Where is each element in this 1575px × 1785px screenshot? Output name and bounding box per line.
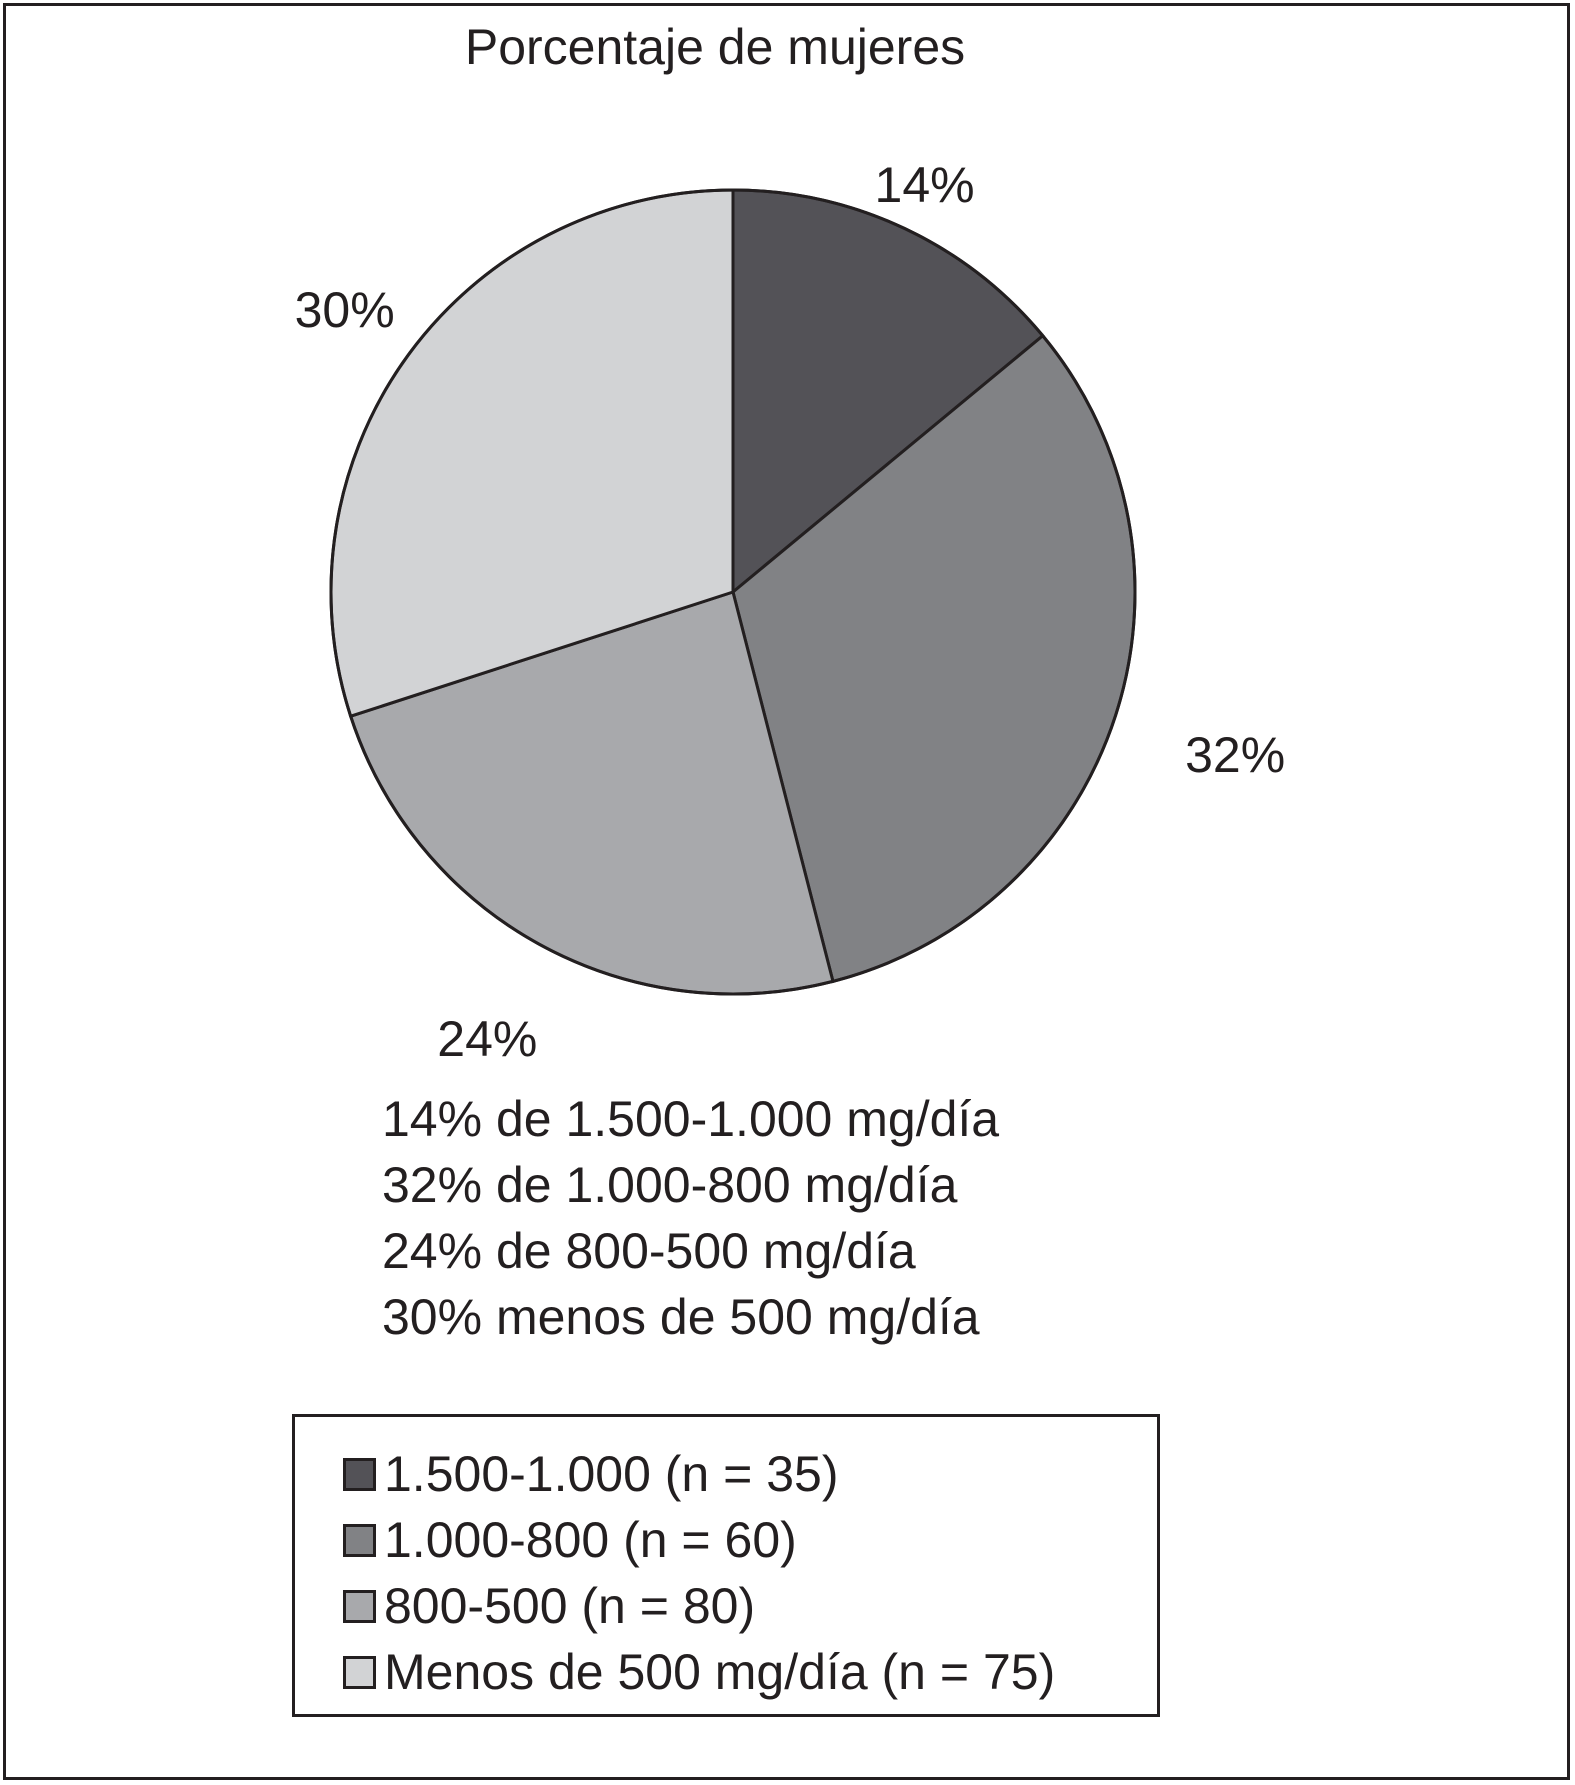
legend-label: 1.500-1.000 (n = 35) [384, 1446, 839, 1502]
note-line: 32% de 1.000-800 mg/día [382, 1157, 958, 1213]
legend-item [295, 1507, 1157, 1573]
legend-label: 800-500 (n = 80) [384, 1578, 756, 1634]
slice-value-label: 24% [437, 1010, 538, 1067]
slice-value-label: 14% [874, 156, 975, 213]
legend-item [295, 1639, 1157, 1705]
legend-swatch [343, 1656, 376, 1689]
legend [292, 1414, 1160, 1717]
slice-value-label: 32% [1185, 727, 1286, 784]
legend-item [295, 1441, 1157, 1507]
note-line: 24% de 800-500 mg/día [382, 1223, 916, 1279]
legend-label: Menos de 500 mg/día (n = 75) [384, 1644, 1056, 1700]
legend-item [295, 1573, 1157, 1639]
legend-swatch [343, 1590, 376, 1623]
note-line: 14% de 1.500-1.000 mg/día [382, 1091, 1000, 1147]
legend-label: 1.000-800 (n = 60) [384, 1512, 797, 1568]
legend-swatch [343, 1524, 376, 1557]
chart-title: Porcentaje de mujeres [464, 19, 966, 75]
percentage-notes [382, 1086, 999, 1350]
legend-swatch [343, 1458, 376, 1491]
note-line: 30% menos de 500 mg/día [382, 1289, 980, 1345]
slice-value-label: 30% [294, 281, 395, 338]
